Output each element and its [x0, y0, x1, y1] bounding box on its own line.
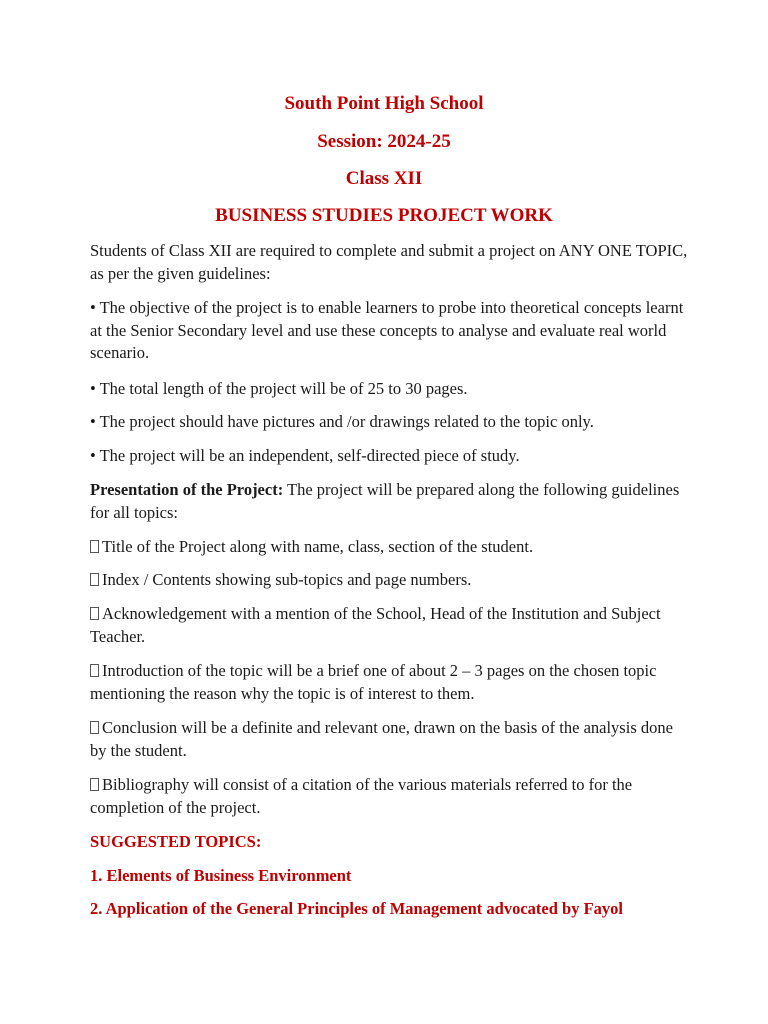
- class-line: Class XII: [345, 168, 423, 189]
- checklist-item-text: Introduction of the topic will be a brief one of about 2 – 3 pages on the chosen topic mentioning the reason why the topic is of interest to them.: [90, 661, 657, 703]
- checklist-item-title: [90, 536, 690, 559]
- missing-glyph-box-icon: [90, 607, 99, 620]
- guideline-objective: • The objective of the project is to enable learners to probe into theoretical concepts learnt at the Senior Secondary level and use these concepts to analyse and evaluate real world scenario.: [90, 298, 684, 362]
- guideline-length: • The total length of the project will be of 25 to 30 pages.: [90, 379, 468, 398]
- suggested-topics-heading: SUGGESTED TOPICS:: [90, 832, 262, 851]
- checklist-item-text: Index / Contents showing sub-topics and page numbers.: [102, 570, 472, 589]
- session-line: Session: 2024-25: [317, 131, 451, 152]
- checklist-item-conclusion: [90, 717, 690, 762]
- suggested-topic-2: 2. Application of the General Principles of Management advocated by Fayol: [90, 899, 624, 918]
- suggested-topic-1: 1. Elements of Business Environment: [90, 866, 352, 885]
- checklist-item-introduction: [90, 660, 690, 705]
- missing-glyph-box-icon: [90, 540, 99, 553]
- missing-glyph-box-icon: [90, 778, 99, 791]
- missing-glyph-box-icon: [90, 664, 99, 677]
- checklist-item-text: Acknowledgement with a mention of the School, Head of the Institution and Subject Teacher.: [90, 604, 661, 646]
- guideline-pictures: • The project should have pictures and /or drawings related to the topic only.: [90, 412, 594, 431]
- checklist-item-text: Title of the Project along with name, class, section of the student.: [102, 537, 534, 556]
- intro-paragraph: Students of Class XII are required to complete and submit a project on ANY ONE TOPIC, as per the given guidelines:: [90, 241, 688, 283]
- presentation-text: The project will be prepared along the following guidelines for all topics:: [90, 480, 680, 522]
- school-name: South Point High School: [284, 93, 484, 114]
- missing-glyph-box-icon: [90, 573, 99, 586]
- guideline-independent: • The project will be an independent, self-directed piece of study.: [90, 446, 520, 465]
- document-title: BUSINESS STUDIES PROJECT WORK: [215, 205, 553, 226]
- presentation-heading: Presentation of the Project:: [90, 480, 284, 499]
- checklist-item-text: Bibliography will consist of a citation of the various materials referred to for the completion of the project.: [90, 775, 633, 817]
- checklist-item-acknowledgement: [90, 603, 690, 648]
- checklist-item-bibliography: [90, 774, 690, 819]
- missing-glyph-box-icon: [90, 721, 99, 734]
- checklist-item-index: [90, 569, 690, 592]
- presentation-paragraph: [90, 479, 690, 524]
- checklist-item-text: Conclusion will be a definite and relevant one, drawn on the basis of the analysis done by the student.: [90, 718, 673, 760]
